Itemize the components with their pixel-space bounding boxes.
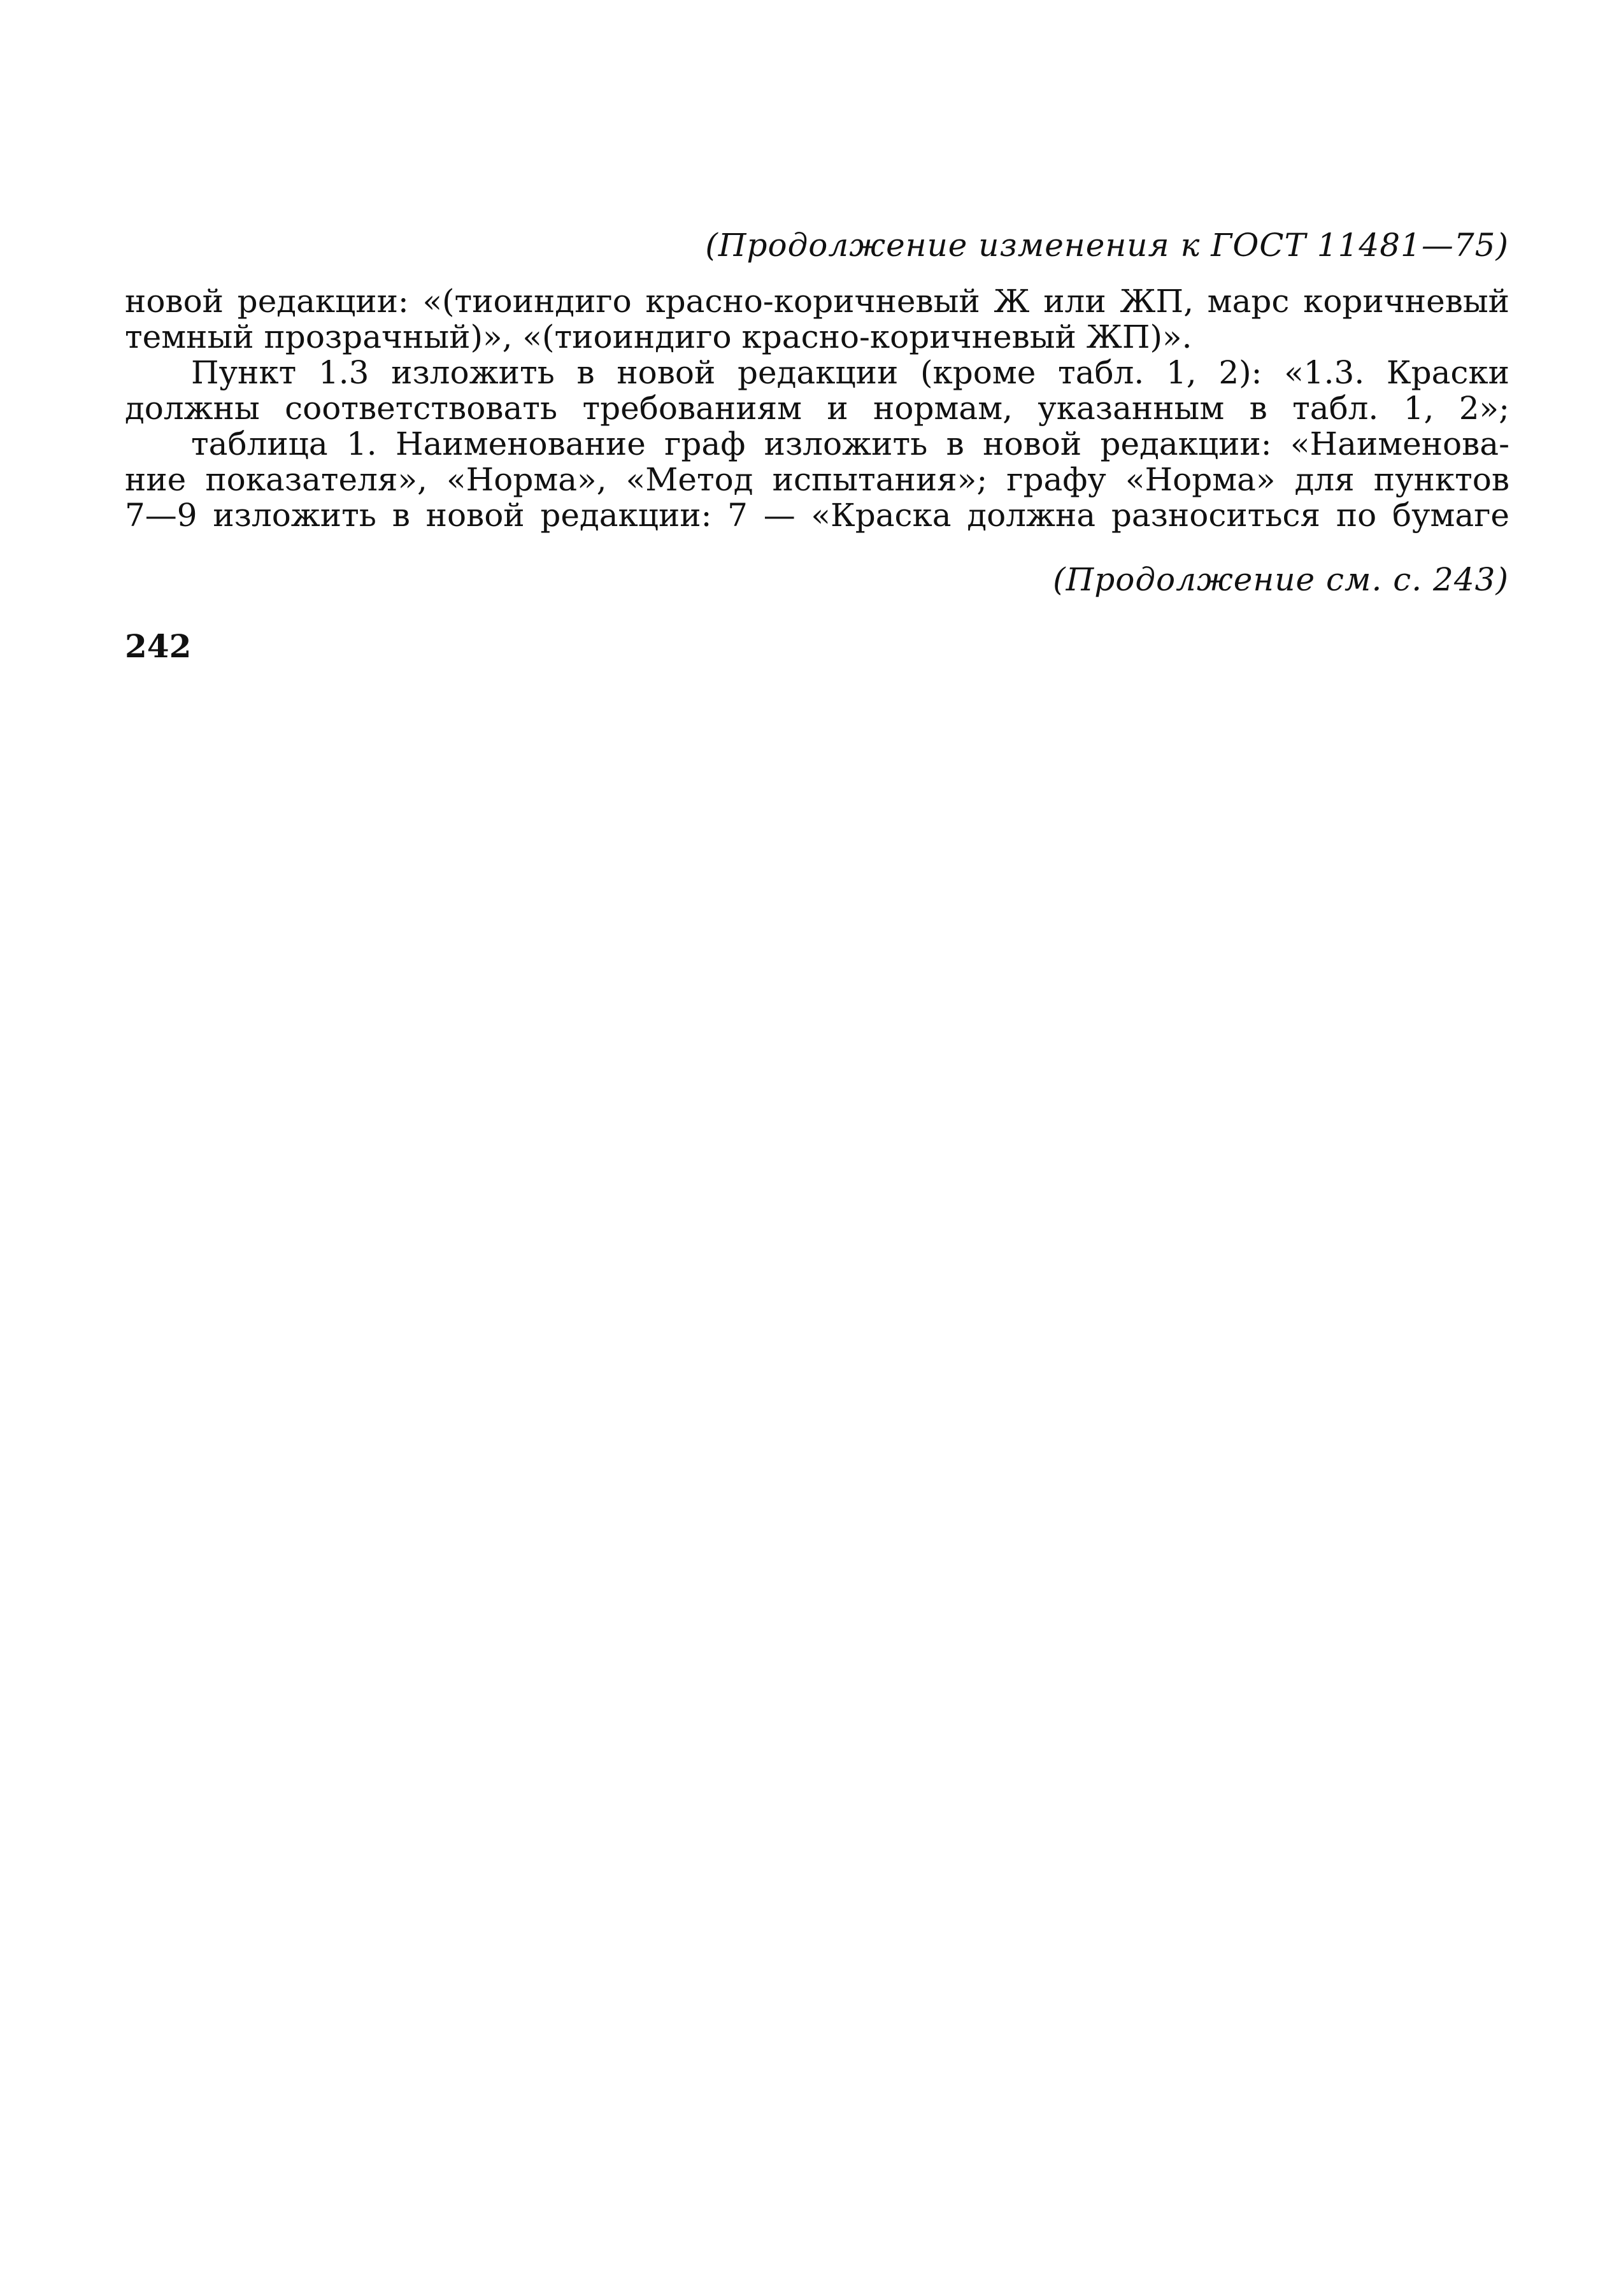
body-line: 7—9 изложить в новой редакции: 7 — «Краска должна разноситься по бумаге	[125, 497, 1509, 534]
body-line: новой редакции: «(тиоиндиго красно-коричневый Ж или ЖП, марс коричневый	[125, 283, 1509, 320]
body-line: должны соответствовать требованиям и нормам, указанным в табл. 1, 2»;	[125, 390, 1509, 427]
body-line: таблица 1. Наименование граф изложить в новой редакции: «Наименова-	[191, 425, 1509, 462]
body-line: темный прозрачный)», «(тиоиндиго красно-коричневый ЖП)».	[125, 318, 1192, 355]
body-line: Пункт 1.3 изложить в новой редакции (кроме табл. 1, 2): «1.3. Краски	[191, 354, 1509, 391]
body-line: ние показателя», «Норма», «Метод испытания»; графу «Норма» для пунктов	[125, 461, 1509, 498]
continuation-footer: (Продолжение см. с. 243)	[1053, 561, 1509, 598]
continuation-header: (Продолжение изменения к ГОСТ 11481—75)	[705, 227, 1509, 264]
page-number: 242	[125, 627, 192, 665]
